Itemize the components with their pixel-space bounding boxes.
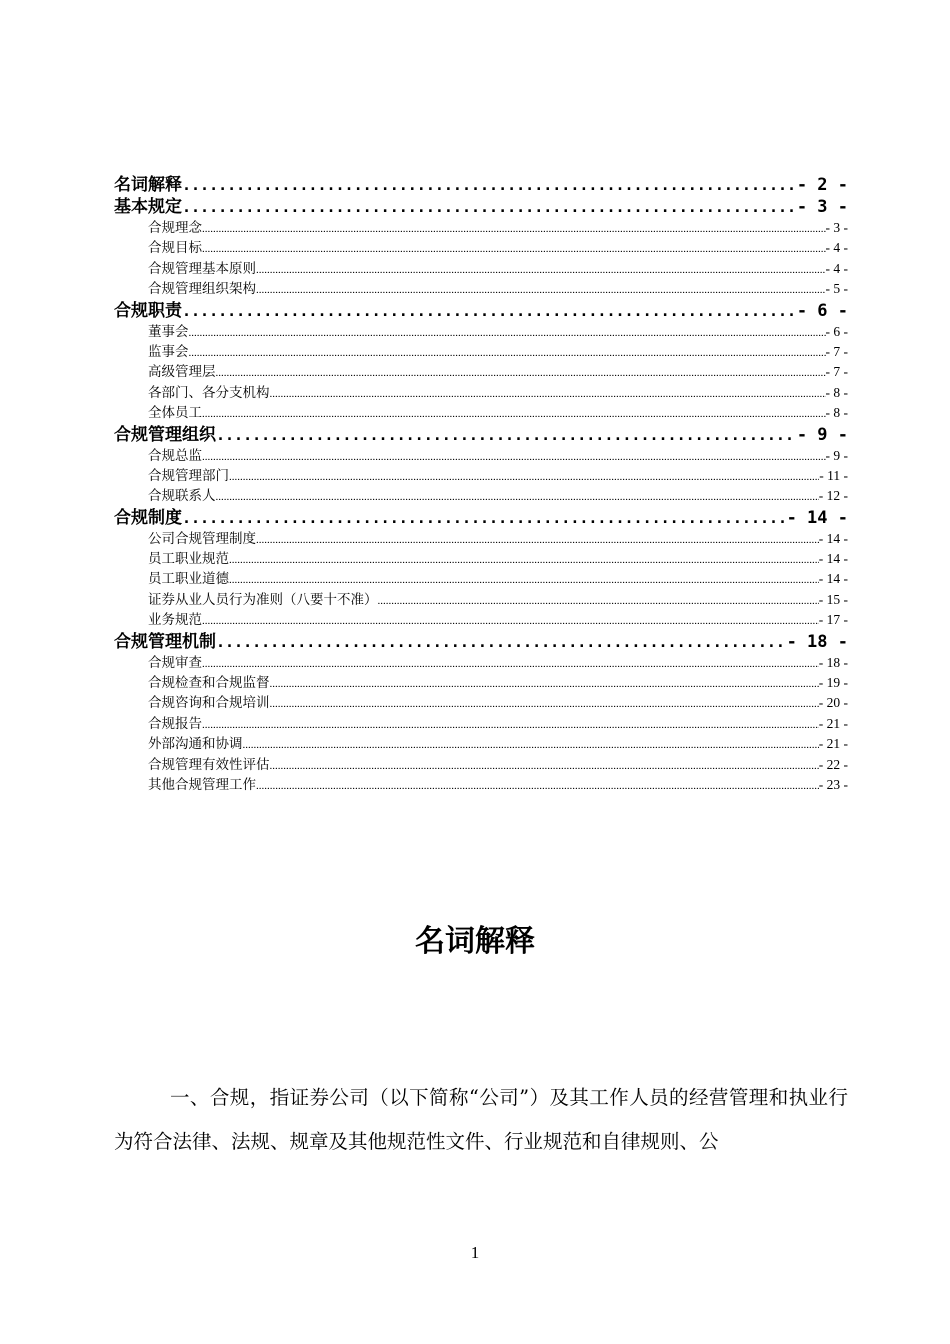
toc-subsection-entry[interactable] bbox=[114, 569, 848, 589]
toc-page-number: - 11 - bbox=[819, 467, 848, 483]
toc-subsection-entry[interactable] bbox=[114, 775, 848, 795]
toc-entry-title: 合规管理部门 bbox=[148, 467, 229, 484]
toc-page-number: - 4 - bbox=[825, 240, 848, 256]
toc-page-number: - 14 - bbox=[818, 551, 848, 567]
section-heading: 名词解释 bbox=[415, 924, 535, 959]
toc-page-number: - 14 - bbox=[818, 530, 848, 546]
toc-page-number: - 14 - bbox=[818, 571, 848, 587]
toc-dot-leader bbox=[270, 674, 819, 693]
toc-page-number: - 9 - bbox=[796, 424, 848, 445]
toc-page-number: - 7 - bbox=[825, 343, 848, 359]
toc-entry-title: 基本规定 bbox=[114, 197, 182, 217]
toc-page-number: - 3 - bbox=[825, 220, 848, 235]
toc-entry-title: 员工职业道德 bbox=[148, 571, 229, 588]
toc-page-number: - 9 - bbox=[825, 447, 848, 463]
toc-subsection-entry[interactable] bbox=[114, 486, 848, 506]
toc-page-number: - 15 - bbox=[818, 591, 848, 607]
toc-page-number: - 8 - bbox=[825, 405, 848, 421]
toc-dot-leader bbox=[229, 467, 819, 486]
toc-subsection-entry[interactable] bbox=[114, 466, 848, 486]
toc-subsection-entry[interactable] bbox=[114, 653, 848, 673]
toc-section-entry[interactable] bbox=[114, 424, 848, 446]
toc-subsection-entry[interactable] bbox=[114, 383, 848, 403]
toc-entry-title: 合规报告 bbox=[148, 715, 202, 732]
toc-entry-title: 合规理念 bbox=[148, 220, 202, 236]
toc-entry-title: 公司合规管理制度 bbox=[148, 530, 256, 547]
toc-subsection-entry[interactable] bbox=[114, 590, 848, 610]
toc-dot-leader bbox=[270, 694, 819, 713]
toc-entry-title: 各部门、各分支机构 bbox=[148, 384, 270, 401]
toc-subsection-entry[interactable] bbox=[114, 693, 848, 713]
toc-section-entry[interactable] bbox=[114, 196, 848, 218]
toc-entry-title: 高级管理层 bbox=[148, 364, 216, 381]
toc-page-number: - 23 - bbox=[818, 776, 848, 792]
toc-dot-leader bbox=[256, 530, 819, 549]
toc-dot-leader bbox=[256, 280, 826, 299]
toc-entry-title: 名词解释 bbox=[114, 175, 182, 195]
toc-subsection-entry[interactable] bbox=[114, 362, 848, 382]
toc-subsection-entry[interactable] bbox=[114, 342, 848, 362]
toc-entry-title: 合规目标 bbox=[148, 240, 202, 257]
toc-page-number: - 6 - bbox=[825, 323, 848, 339]
toc-page-number: - 21 - bbox=[818, 736, 848, 752]
toc-subsection-entry[interactable] bbox=[114, 549, 848, 569]
toc-dot-leader bbox=[182, 174, 795, 196]
toc-dot-leader bbox=[182, 507, 785, 529]
toc-dot-leader bbox=[202, 654, 819, 673]
toc-entry-title: 外部沟通和协调 bbox=[148, 736, 243, 753]
toc-subsection-entry[interactable] bbox=[114, 259, 848, 279]
toc-subsection-entry[interactable] bbox=[114, 734, 848, 754]
toc-entry-title: 董事会 bbox=[148, 323, 189, 340]
toc-dot-leader bbox=[189, 343, 826, 362]
toc-entry-title: 合规管理组织架构 bbox=[148, 281, 256, 298]
toc-page-number: - 8 - bbox=[825, 384, 848, 400]
toc-dot-leader bbox=[202, 447, 826, 466]
toc-dot-leader bbox=[243, 735, 819, 754]
toc-entry-title: 证券从业人员行为准则（八要十不准） bbox=[148, 591, 378, 608]
toc-entry-title: 合规管理基本原则 bbox=[148, 260, 256, 277]
toc-page-number: - 6 - bbox=[796, 300, 848, 321]
toc-entry-title: 合规总监 bbox=[148, 447, 202, 464]
table-of-contents bbox=[114, 174, 848, 795]
toc-dot-leader bbox=[216, 363, 826, 382]
toc-dot-leader bbox=[182, 196, 795, 218]
toc-entry-title: 合规检查和合规监督 bbox=[148, 675, 270, 692]
toc-dot-leader bbox=[182, 300, 795, 322]
toc-entry-title: 全体员工 bbox=[148, 405, 202, 422]
toc-subsection-entry[interactable] bbox=[114, 446, 848, 466]
toc-subsection-entry[interactable] bbox=[114, 279, 848, 299]
page-number: 1 bbox=[470, 1243, 480, 1262]
toc-dot-leader bbox=[256, 776, 819, 795]
toc-entry-title: 合规联系人 bbox=[148, 488, 216, 505]
toc-dot-leader bbox=[229, 550, 819, 569]
toc-dot-leader bbox=[270, 384, 826, 403]
toc-entry-title: 合规管理组织 bbox=[114, 424, 216, 445]
toc-subsection-entry[interactable] bbox=[114, 529, 848, 549]
toc-entry-title: 合规咨询和合规培训 bbox=[148, 695, 270, 712]
toc-entry-title: 合规审查 bbox=[148, 654, 202, 671]
toc-dot-leader bbox=[216, 487, 819, 506]
toc-page-number: - 19 - bbox=[818, 675, 848, 691]
toc-page-number: - 22 - bbox=[818, 756, 848, 772]
toc-dot-leader bbox=[216, 424, 795, 446]
toc-dot-leader bbox=[202, 404, 826, 423]
toc-subsection-entry[interactable] bbox=[114, 322, 848, 342]
body-paragraph: 一、合规，指证券公司（以下简称“公司”）及其工作人员的经营管理和执业行为符合法律、法规、规章及其他规范性文件、行业规范和自律规则、公 bbox=[114, 1086, 848, 1153]
toc-subsection-entry[interactable] bbox=[114, 218, 848, 238]
toc-entry-title: 合规管理有效性评估 bbox=[148, 756, 270, 773]
toc-dot-leader bbox=[216, 631, 785, 653]
toc-page-number: - 3 - bbox=[796, 197, 848, 217]
toc-subsection-entry[interactable] bbox=[114, 673, 848, 693]
toc-page-number: - 18 - bbox=[818, 654, 848, 670]
toc-dot-leader bbox=[202, 219, 826, 238]
toc-dot-leader bbox=[378, 591, 819, 610]
toc-page-number: - 12 - bbox=[818, 488, 848, 504]
toc-page-number: - 2 - bbox=[796, 175, 848, 195]
toc-dot-leader bbox=[202, 611, 819, 630]
toc-dot-leader bbox=[256, 260, 826, 279]
toc-subsection-entry[interactable] bbox=[114, 238, 848, 258]
toc-section-entry[interactable] bbox=[114, 300, 848, 322]
toc-entry-title: 监事会 bbox=[148, 343, 189, 360]
toc-dot-leader bbox=[202, 239, 826, 258]
toc-dot-leader bbox=[202, 715, 819, 734]
toc-entry-title: 业务规范 bbox=[148, 612, 202, 629]
toc-entry-title: 其他合规管理工作 bbox=[148, 776, 256, 793]
toc-entry-title: 合规制度 bbox=[114, 507, 182, 528]
toc-subsection-entry[interactable] bbox=[114, 610, 848, 630]
toc-page-number: - 21 - bbox=[818, 715, 848, 731]
toc-subsection-entry[interactable] bbox=[114, 714, 848, 734]
toc-dot-leader bbox=[229, 570, 819, 589]
toc-page-number: - 17 - bbox=[818, 612, 848, 628]
toc-entry-title: 合规管理机制 bbox=[114, 631, 216, 652]
toc-page-number: - 7 - bbox=[825, 364, 848, 380]
toc-section-entry[interactable] bbox=[114, 631, 848, 653]
toc-subsection-entry[interactable] bbox=[114, 755, 848, 775]
toc-dot-leader bbox=[270, 756, 819, 775]
toc-page-number: - 14 - bbox=[786, 507, 848, 528]
toc-entry-title: 员工职业规范 bbox=[148, 551, 229, 568]
toc-page-number: - 18 - bbox=[786, 631, 848, 652]
toc-entry-title: 合规职责 bbox=[114, 300, 182, 321]
toc-subsection-entry[interactable] bbox=[114, 403, 848, 423]
toc-page-number: - 4 - bbox=[825, 260, 848, 276]
toc-page-number: - 5 - bbox=[825, 281, 848, 297]
toc-section-entry[interactable] bbox=[114, 507, 848, 529]
toc-page-number: - 20 - bbox=[818, 695, 848, 711]
toc-dot-leader bbox=[189, 323, 826, 342]
toc-section-entry[interactable] bbox=[114, 174, 848, 196]
